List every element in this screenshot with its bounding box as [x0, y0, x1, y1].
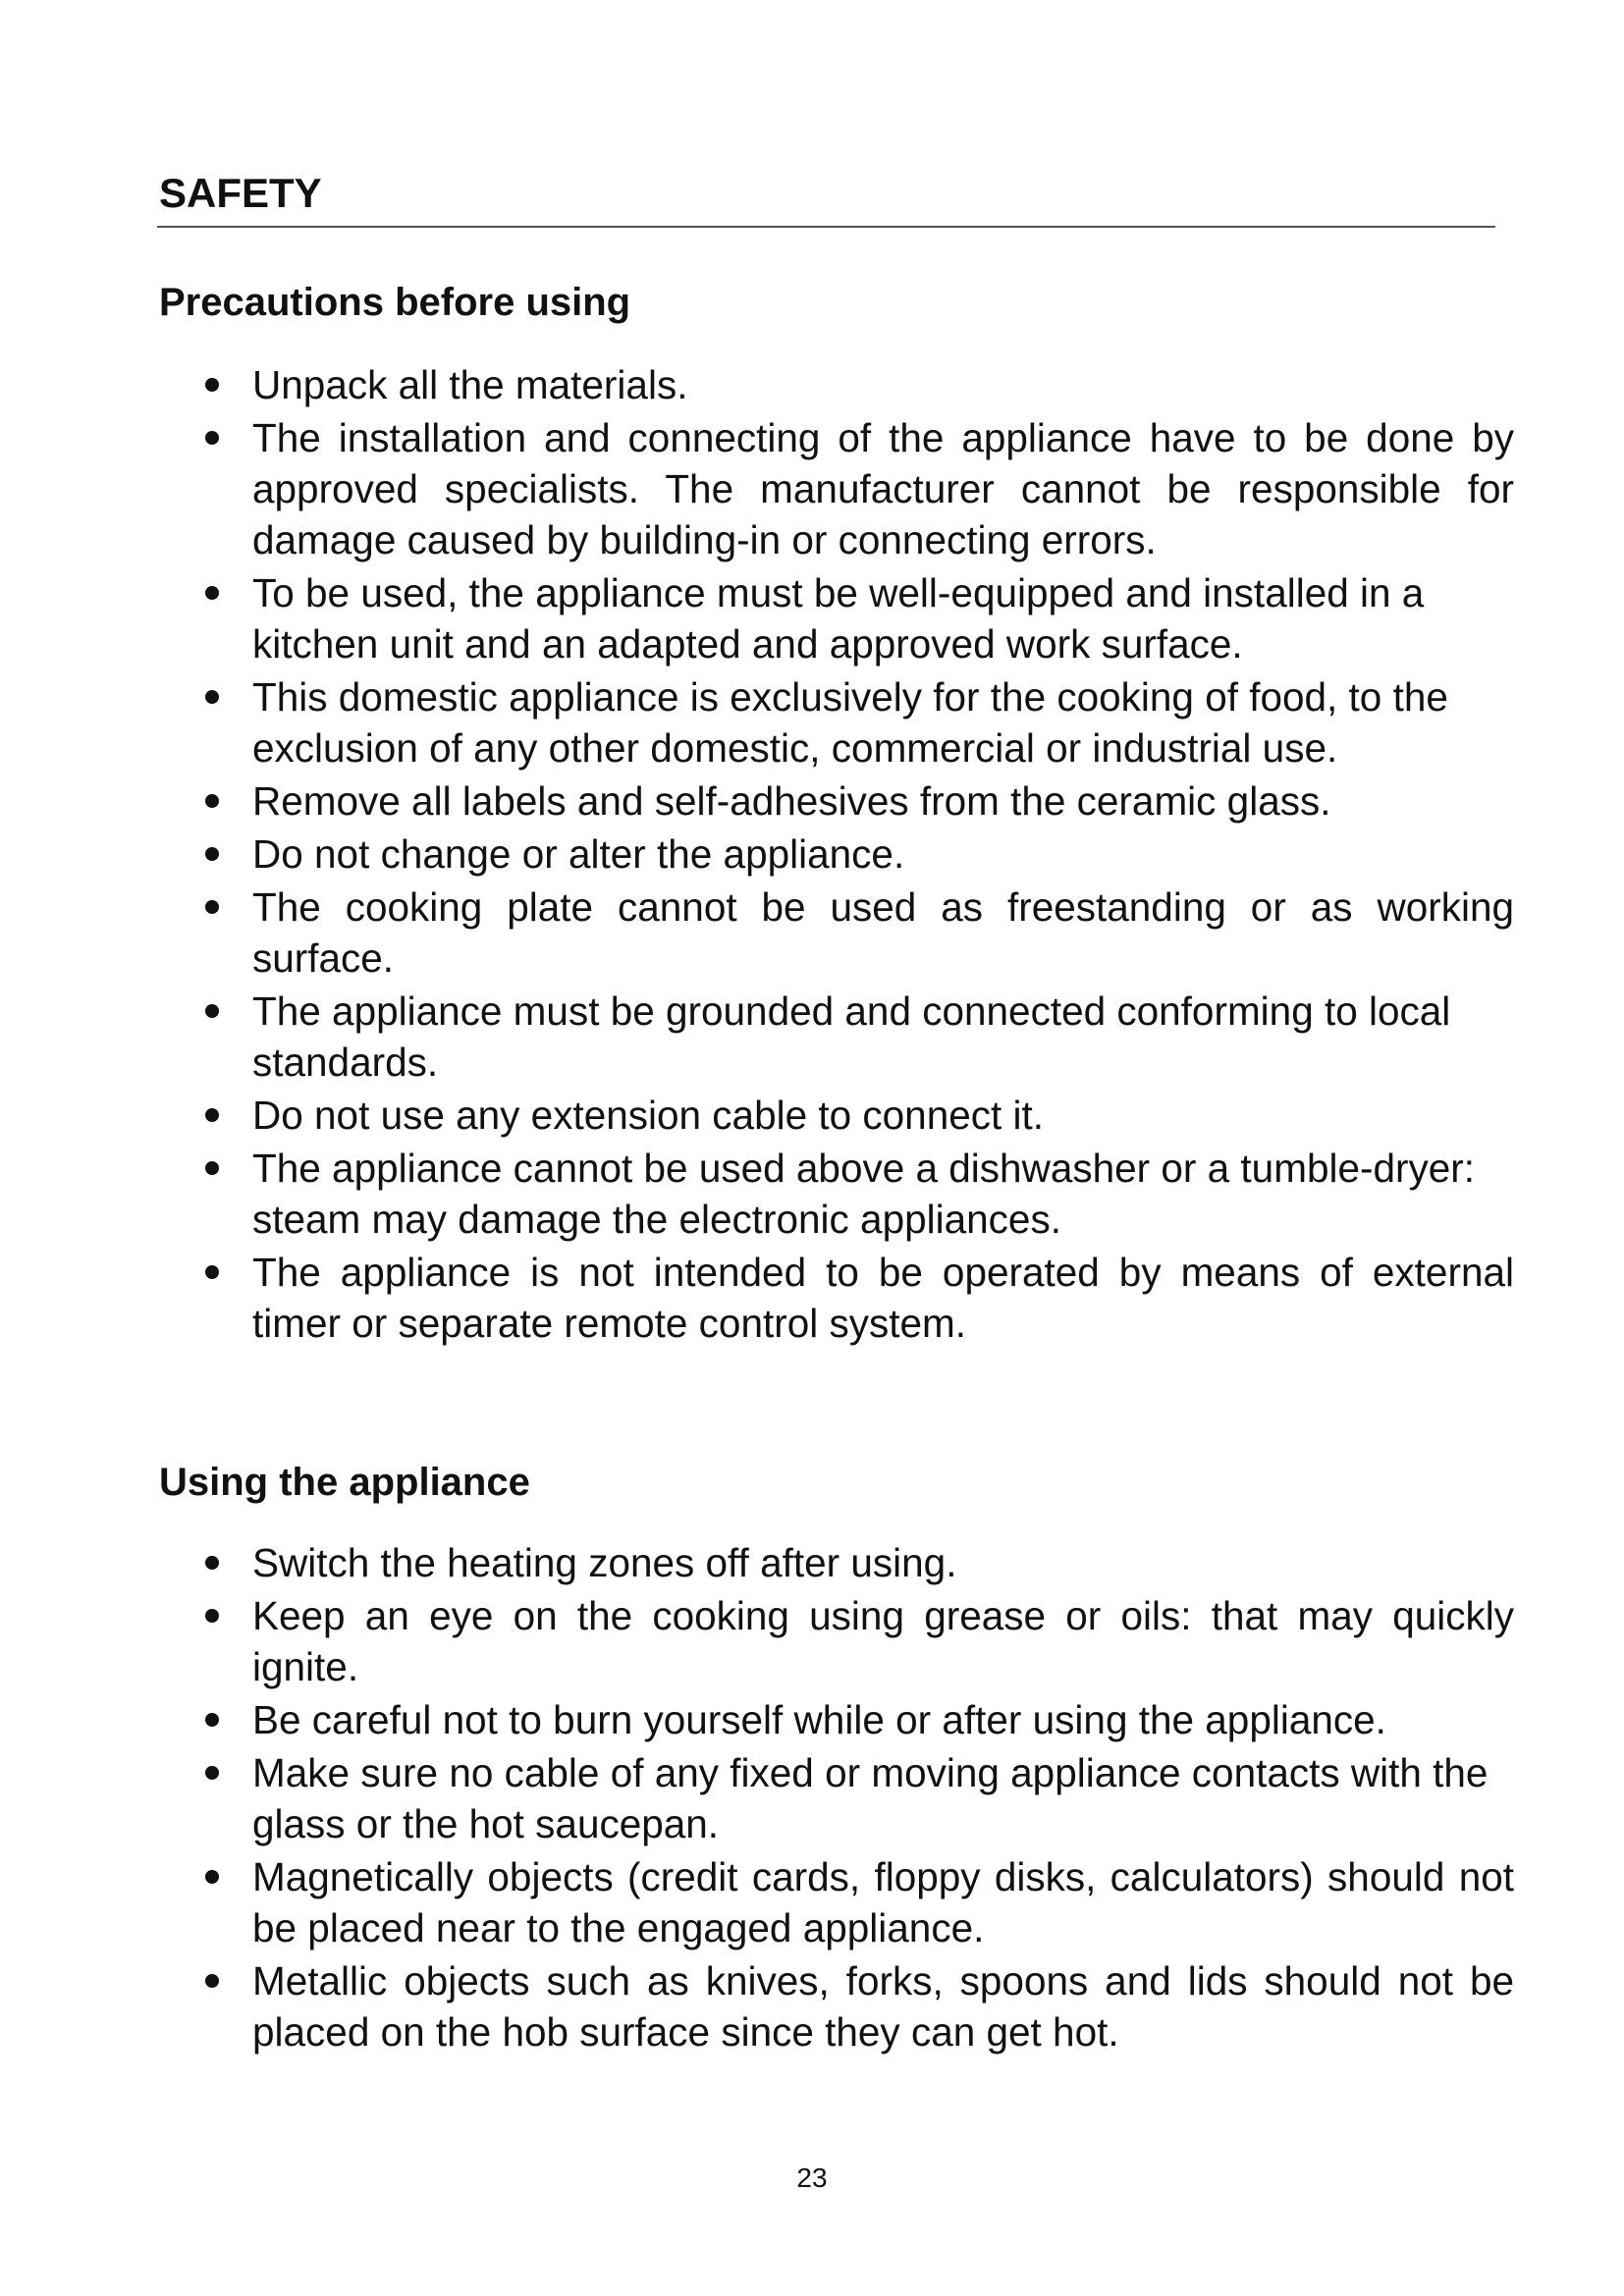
list-item-text: Remove all labels and self-adhesives from the ceramic glass.	[252, 778, 1331, 824]
list-item-text: The installation and connecting of the appliance have to be done by approved specialists. The manufacturer cannot be responsible for damage caused by building-in or connecting errors.	[252, 415, 1514, 562]
list-item	[0, 881, 1514, 984]
using-list	[0, 1537, 1624, 2059]
list-item-text: Make sure no cable of any fixed or moving appliance contacts with the glass or the hot saucepan.	[252, 1750, 1489, 1846]
precautions-list	[0, 359, 1624, 1351]
bullet-icon	[205, 1766, 219, 1780]
list-item	[0, 671, 1514, 774]
list-item	[0, 567, 1514, 669]
list-item	[0, 412, 1514, 565]
bullet-icon	[205, 586, 219, 600]
bullet-icon	[205, 1108, 219, 1122]
list-item-text: Keep an eye on the cooking using grease or oils: that may quickly ignite.	[252, 1593, 1514, 1689]
list-item-text: Magnetically objects (credit cards, floppy disks, calculators) should not be placed near to the engaged appliance.	[252, 1854, 1514, 1950]
list-item	[0, 1955, 1514, 2057]
bullet-icon	[205, 1004, 219, 1018]
bullet-icon	[205, 1265, 219, 1279]
bullet-icon	[205, 900, 219, 914]
list-item-text: Be careful not to burn yourself while or after using the appliance.	[252, 1697, 1386, 1742]
list-item	[0, 1694, 1514, 1745]
list-item-text: This domestic appliance is exclusively for the cooking of food, to the exclusion of any other domestic, commercial or industrial use.	[252, 674, 1448, 771]
list-item	[0, 986, 1514, 1088]
bullet-icon	[205, 1556, 219, 1570]
list-item	[0, 1537, 1514, 1588]
list-item	[0, 1247, 1514, 1349]
list-item-text: The appliance must be grounded and connected conforming to local standards.	[252, 988, 1451, 1085]
list-item	[0, 1590, 1514, 1692]
list-item	[0, 828, 1514, 880]
list-item-text: The appliance cannot be used above a dishwasher or a tumble-dryer: steam may damage the electronic appliances.	[252, 1146, 1475, 1242]
bullet-icon	[205, 1609, 219, 1623]
page-title: SAFETY	[159, 170, 322, 216]
bullet-icon	[205, 1713, 219, 1727]
page-number: 23	[796, 2163, 828, 2193]
bullet-icon	[205, 431, 219, 445]
list-item-text: Switch the heating zones off after using.	[252, 1540, 957, 1585]
list-item	[0, 1090, 1514, 1141]
list-item-text: Do not change or alter the appliance.	[252, 831, 905, 877]
bullet-icon	[205, 1974, 219, 1988]
list-item	[0, 1747, 1514, 1849]
bullet-icon	[205, 378, 219, 392]
list-item	[0, 1143, 1514, 1245]
section-heading-precautions: Precautions before using	[159, 281, 631, 324]
bullet-icon	[205, 847, 219, 861]
list-item-text: The cooking plate cannot be used as freestanding or as working surface.	[252, 884, 1514, 981]
section-heading-using: Using the appliance	[159, 1461, 530, 1504]
list-item-text: Metallic objects such as knives, forks, spoons and lids should not be placed on the hob surface since they can get hot.	[252, 1958, 1514, 2055]
list-item	[0, 359, 1514, 410]
list-item	[0, 775, 1514, 827]
list-item-text: The appliance is not intended to be operated by means of external timer or separate remote control system.	[252, 1250, 1514, 1346]
list-item-text: To be used, the appliance must be well-equipped and installed in a kitchen unit and an adapted and approved work surface.	[252, 570, 1425, 667]
bullet-icon	[205, 690, 219, 704]
list-item-text: Do not use any extension cable to connect it.	[252, 1093, 1045, 1138]
bullet-icon	[205, 1161, 219, 1175]
list-item	[0, 1851, 1514, 1953]
bullet-icon	[205, 1870, 219, 1884]
list-item-text: Unpack all the materials.	[252, 362, 688, 407]
bullet-icon	[205, 794, 219, 808]
title-divider	[157, 226, 1495, 228]
